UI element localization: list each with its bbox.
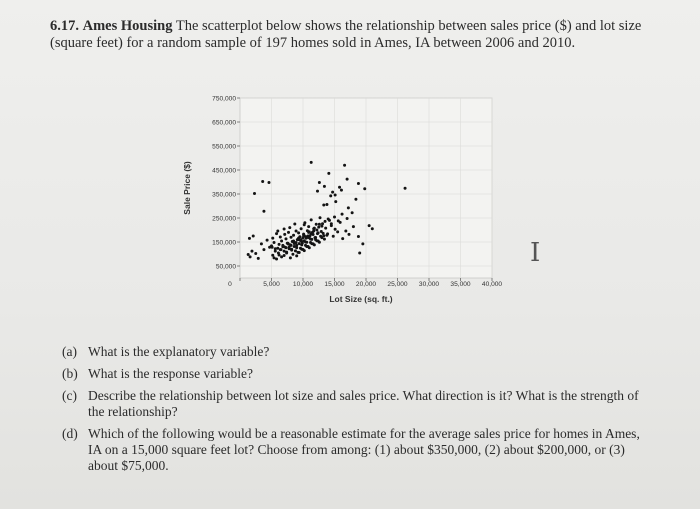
question-text: Which of the following would be a reasonable estimate for the average sales price for homes in Ames, IA on a 15,000 square feet lot? Choose from among: (1) about $350,000, (2) about $200,000, or (3) about $75,000. [88,426,640,473]
scatter-point [310,232,313,235]
scatter-point [284,246,287,249]
scatter-point [323,238,326,241]
scatter-point [283,228,286,231]
scatter-point [324,227,327,230]
scatter-point [313,243,316,246]
scatter-point [316,190,319,193]
scatter-point [368,224,371,227]
scatter-point [319,216,322,219]
scatter-point [300,248,303,251]
scatter-point [315,229,318,232]
scatter-point [278,253,281,256]
scatter-point [303,239,306,242]
x-tick-label: 15,000 [324,281,345,288]
scatter-point [324,220,327,223]
scatter-point [294,249,297,252]
scatter-point [340,189,343,192]
scatter-point [303,249,306,252]
scatter-point [322,204,325,207]
question-text: What is the explanatory variable? [88,344,270,359]
scatter-point [320,225,323,228]
y-axis-label: Sale Price ($) [182,161,192,215]
scatter-point [354,198,357,201]
scatter-point [293,223,296,226]
scatter-point [285,252,288,255]
scatter-point [278,243,281,246]
scatter-point [290,236,293,239]
scatter-point [312,229,315,232]
scatter-point [305,241,308,244]
scatter-point [333,216,336,219]
scatter-point [298,238,301,241]
scatter-point [307,225,310,228]
y-tick-label: 450,000 [212,167,236,175]
scatter-point [332,235,335,238]
y-axis-ticks [212,96,240,271]
scatterplot-svg [178,92,508,307]
scatter-point [334,193,337,196]
scatter-point [257,257,260,260]
scatter-point [303,223,306,226]
y-tick-label: 550,000 [212,143,236,151]
scatter-point [276,247,279,250]
scatter-point [271,237,274,240]
scatter-point [308,246,311,249]
scatter-point [276,229,279,232]
scatter-point [260,242,263,245]
scatter-point [305,236,308,239]
text-cursor-icon: I [530,238,541,268]
scatter-point [273,241,276,244]
scatter-point [262,248,265,251]
question-label: (b) [62,366,78,381]
scatter-point [310,161,313,164]
scatter-point [267,181,270,184]
scatter-point [338,186,341,189]
scatter-point [358,252,361,255]
scatter-point [300,243,303,246]
y-tick-label: 650,000 [212,119,236,127]
scatter-point [262,210,265,213]
scatter-point [343,164,346,167]
scatter-point [327,172,330,175]
scatter-point [347,206,350,209]
scatter-point [295,254,298,257]
scatter-point [320,236,323,239]
y-tick-label: 250,000 [212,215,236,223]
question-label: (d) [62,426,78,441]
scatter-point [295,229,298,232]
scatter-point [313,227,316,230]
scatter-point [337,219,340,222]
scatter-point [334,200,337,203]
scatter-point [252,235,255,238]
scatter-point [361,242,364,245]
scatter-point [404,187,407,190]
scatter-point [318,181,321,184]
scatter-point [248,237,251,240]
scatter-point [310,238,313,241]
scatter-point [289,256,292,259]
scatterplot [178,92,508,307]
scatter-point [283,233,286,236]
scatter-point [325,203,328,206]
scatter-point [363,187,366,190]
y-tick-label: 150,000 [212,239,236,247]
scatter-point [282,245,285,248]
scatter-point [351,211,354,214]
x-tick-label: 20,000 [355,281,377,288]
question-d [62,426,642,474]
problem-number: 6.17. [50,18,79,34]
scatter-point [341,213,344,216]
scatter-point [315,223,318,226]
scatter-point [347,233,350,236]
question-label: (a) [62,344,77,359]
scatter-point [290,248,293,251]
scatter-point [271,254,274,257]
scatter-point [275,232,278,235]
scatter-point [357,235,360,238]
scatter-point [283,250,286,253]
scatter-point [253,192,256,195]
scatter-point [334,228,337,231]
problem-title: Ames Housing [82,18,173,34]
scatter-point [283,254,286,257]
question-b [62,366,642,382]
scatter-point [308,230,311,233]
scatter-point [254,252,257,255]
scatter-point [310,218,313,221]
x-tick-label: 25,000 [387,281,408,288]
scatter-point [322,232,325,235]
y-tick-label: 350,000 [212,191,236,199]
question-a [62,344,642,360]
scatter-point [327,217,330,220]
scatter-point [291,253,294,256]
question-list [62,344,642,480]
scatter-point [323,185,326,188]
problem-statement [50,18,650,52]
scatter-point [280,255,283,258]
scatter-point [330,222,333,225]
scatter-point [288,246,291,249]
scatter-point [295,244,298,247]
scatter-point [287,231,290,234]
scatter-point [303,234,306,237]
question-c [62,388,642,420]
scatter-point [318,223,321,226]
scatter-point [300,227,303,230]
question-text: Describe the relationship between lot size and sales price. What direction is it? What is the strength of the relationship? [88,388,639,419]
scatter-point [279,248,282,251]
scatter-point [317,231,320,234]
scatter-point [261,180,264,183]
question-text: What is the response variable? [88,366,253,381]
scatter-point [274,250,277,253]
question-label: (c) [62,388,77,403]
scatter-point [247,253,250,256]
scatter-point [297,231,300,234]
scatter-point [325,234,328,237]
scatter-point [346,178,349,181]
problem-text: The scatterplot below shows the relationship between sales price ($) and lot size (square feet) for a random sample of 197 homes sold in Ames, IA between 2006 and 2010. [50,18,642,51]
scatter-point [293,242,296,245]
scatter-point [298,251,301,254]
x-axis-ticks [228,278,502,288]
x-tick-label: 5,000 [263,281,280,288]
x-tick-label: 35,000 [450,281,471,288]
scatter-point [317,226,320,229]
scatter-point [275,258,278,261]
x-tick-label: 0 [228,281,232,288]
y-tick-label: 50,000 [215,263,236,271]
scatter-point [280,240,283,243]
scatter-point [249,255,252,258]
scatter-point [352,225,355,228]
scatter-point [266,239,269,242]
y-tick-label: 750,000 [212,95,236,103]
scatter-point [357,182,360,185]
scatter-point [331,191,334,194]
scatter-point [344,229,347,232]
scatter-point [288,226,291,229]
x-tick-label: 10,000 [292,281,314,288]
scatter-point [271,246,274,249]
scatter-point [300,240,303,243]
scatter-point [346,217,349,220]
scatter-point [341,237,344,240]
scatter-point [292,234,295,237]
x-axis-label: Lot Size (sq. ft.) [329,294,393,304]
scatter-point [250,250,253,253]
x-tick-label: 40,000 [481,281,503,288]
scatter-point [279,235,282,238]
scatter-point [336,230,339,233]
scatter-point [329,194,332,197]
scatter-point [284,237,287,240]
scatter-point [315,239,318,242]
scatter-point [318,241,321,244]
x-tick-label: 30,000 [418,281,440,288]
scatter-point [371,227,374,230]
